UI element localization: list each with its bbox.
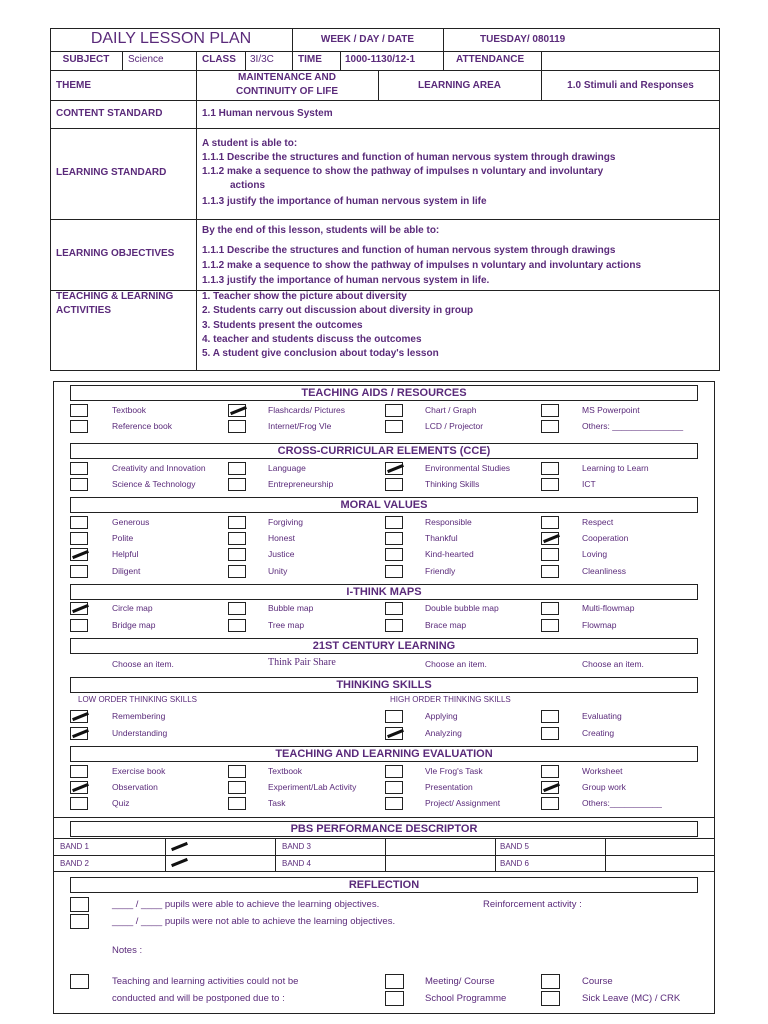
- checkbox[interactable]: [541, 991, 560, 1006]
- postpone-option: School Programme: [425, 993, 507, 1004]
- moral-item: Honest: [268, 533, 295, 543]
- postpone-option: Course: [582, 976, 613, 987]
- checkbox-checked[interactable]: [70, 602, 88, 615]
- theme-value-2: CONTINUITY OF LIFE: [235, 86, 339, 97]
- checkbox-checked[interactable]: [541, 532, 559, 545]
- c21-select[interactable]: Choose an item.: [582, 659, 644, 669]
- time-value: 1000-1130/12-1: [345, 54, 416, 65]
- learning-area-value: 1.0 Stimuli and Responses: [567, 80, 694, 91]
- checkbox[interactable]: [228, 548, 246, 561]
- checkbox[interactable]: [70, 565, 88, 578]
- checkbox[interactable]: [385, 420, 403, 433]
- reflection-not-achieved: ____ / ____ pupils were not able to achieve the learning objectives.: [112, 916, 396, 927]
- objective-line: 1.1.2 make a sequence to show the pathway of impulses n voluntary and involuntary actions: [202, 260, 642, 271]
- eval-item: Observation: [112, 782, 158, 792]
- checkbox[interactable]: [70, 420, 88, 433]
- checkbox[interactable]: [541, 462, 559, 475]
- checkbox[interactable]: [70, 532, 88, 545]
- checkbox[interactable]: [541, 710, 559, 723]
- activity-line: 3. Students present the outcomes: [202, 320, 363, 331]
- checkbox[interactable]: [70, 914, 89, 929]
- band-label: BAND 2: [60, 859, 89, 868]
- band-label: BAND 5: [500, 842, 529, 851]
- subject-value: Science: [128, 54, 164, 65]
- postpone-option: Meeting/ Course: [425, 976, 495, 987]
- checkbox[interactable]: [70, 765, 88, 778]
- aid-internet: Internet/Frog Vle: [268, 421, 332, 431]
- moral-item: Kind-hearted: [425, 549, 474, 559]
- checkbox[interactable]: [385, 765, 403, 778]
- checkbox[interactable]: [70, 897, 89, 912]
- checkbox[interactable]: [385, 478, 403, 491]
- aid-reference: Reference book: [112, 421, 173, 431]
- learning-standard-line: actions: [230, 180, 266, 191]
- checkbox[interactable]: [541, 548, 559, 561]
- checkbox[interactable]: [541, 516, 559, 529]
- map-item: Tree map: [268, 620, 305, 630]
- section-cce: CROSS-CURRICULAR ELEMENTS (CCE): [70, 443, 698, 459]
- checkbox[interactable]: [385, 516, 403, 529]
- band-label: BAND 6: [500, 859, 529, 868]
- class-label: CLASS: [202, 54, 236, 65]
- activity-line: 4. teacher and students discuss the outcomes: [202, 334, 422, 345]
- activity-line: 2. Students carry out discussion about diversity in group: [202, 305, 474, 316]
- c21-select[interactable]: Choose an item.: [112, 659, 174, 669]
- checkbox[interactable]: [70, 619, 88, 632]
- checkbox[interactable]: [228, 602, 246, 615]
- subject-label: SUBJECT: [62, 54, 110, 65]
- section-pbs: PBS PERFORMANCE DESCRIPTOR: [70, 821, 698, 837]
- checkbox[interactable]: [385, 404, 403, 417]
- aid-lcd: LCD / Projector: [425, 421, 484, 431]
- checkbox[interactable]: [228, 478, 246, 491]
- postpone-text: conducted and will be postponed due to :: [112, 993, 285, 1004]
- eval-item: Presentation: [425, 782, 473, 792]
- checkbox-checked[interactable]: [385, 727, 403, 740]
- moral-item: Forgiving: [268, 517, 303, 527]
- eval-item: Others:___________: [582, 798, 662, 808]
- time-label: TIME: [298, 54, 322, 65]
- map-item: Multi-flowmap: [582, 603, 635, 613]
- objective-line: 1.1.1 Describe the structures and function of human nervous system through drawings: [202, 245, 616, 256]
- aid-textbook: Textbook: [112, 405, 147, 415]
- checkbox[interactable]: [541, 602, 559, 615]
- checkbox[interactable]: [385, 602, 403, 615]
- moral-item: Respect: [582, 517, 614, 527]
- map-item: Brace map: [425, 620, 467, 630]
- high-order-label: HIGH ORDER THINKING SKILLS: [390, 695, 511, 704]
- checkbox[interactable]: [385, 974, 404, 989]
- band-label: BAND 1: [60, 842, 89, 851]
- objective-line: 1.1.3 justify the importance of human nervous system in life.: [202, 275, 490, 286]
- eval-item: Quiz: [112, 798, 130, 808]
- checkbox[interactable]: [385, 797, 403, 810]
- skill-item: Applying: [425, 711, 458, 721]
- page-title: DAILY LESSON PLAN: [90, 30, 252, 47]
- checkbox[interactable]: [228, 532, 246, 545]
- reinforcement-label: Reinforcement activity :: [483, 899, 582, 910]
- checkbox[interactable]: [541, 565, 559, 578]
- checkbox-checked[interactable]: [228, 404, 246, 417]
- eval-item: Textbook: [268, 766, 303, 776]
- checkbox[interactable]: [541, 420, 559, 433]
- learning-standard-label: LEARNING STANDARD: [56, 167, 167, 178]
- c21-select[interactable]: Think Pair Share: [268, 657, 336, 668]
- checkbox[interactable]: [541, 404, 559, 417]
- section-thinking-skills: THINKING SKILLS: [70, 677, 698, 693]
- checkbox[interactable]: [70, 462, 88, 475]
- aid-others: Others: _______________: [582, 421, 684, 431]
- eval-item: Task: [268, 798, 286, 808]
- moral-item: Thankful: [425, 533, 458, 543]
- checkbox[interactable]: [541, 478, 559, 491]
- section-moral-values: MORAL VALUES: [70, 497, 698, 513]
- skill-item: Analyzing: [425, 728, 462, 738]
- band-check[interactable]: [170, 841, 188, 853]
- checkbox[interactable]: [541, 727, 559, 740]
- moral-item: Justice: [268, 549, 295, 559]
- checkbox[interactable]: [385, 781, 403, 794]
- checkbox[interactable]: [385, 532, 403, 545]
- skill-item: Creating: [582, 728, 615, 738]
- checkbox[interactable]: [541, 619, 559, 632]
- moral-item: Unity: [268, 566, 288, 576]
- moral-item: Loving: [582, 549, 608, 559]
- moral-item: Polite: [112, 533, 134, 543]
- cce-creativity: Creativity and Innovation: [112, 463, 206, 473]
- cce-entrepreneurship: Entrepreneurship: [268, 479, 334, 489]
- theme-label: THEME: [56, 80, 91, 91]
- learning-objectives-label: LEARNING OBJECTIVES: [56, 248, 175, 259]
- eval-item: Experiment/Lab Activity: [268, 782, 357, 792]
- class-value: 3I/3C: [250, 54, 274, 65]
- cce-science: Science & Technology: [112, 479, 196, 489]
- learning-standard-line: 1.1.3 justify the importance of human nervous system in life: [202, 196, 487, 207]
- date-value: TUESDAY/ 080119: [480, 34, 566, 45]
- checkbox[interactable]: [541, 765, 559, 778]
- checkbox-checked[interactable]: [70, 710, 88, 723]
- checkbox[interactable]: [228, 565, 246, 578]
- moral-item: Cleanliness: [582, 566, 626, 576]
- checkbox[interactable]: [70, 404, 88, 417]
- checkbox[interactable]: [385, 710, 403, 723]
- checkbox[interactable]: [228, 516, 246, 529]
- activities-label: ACTIVITIES: [56, 305, 112, 316]
- skill-item: Understanding: [112, 728, 168, 738]
- checkbox[interactable]: [385, 548, 403, 561]
- section-21st-century: 21ST CENTURY LEARNING: [70, 638, 698, 654]
- band-label: BAND 3: [282, 842, 311, 851]
- checkbox[interactable]: [70, 478, 88, 491]
- week-label: WEEK / DAY / DATE: [320, 34, 415, 45]
- checkbox-checked[interactable]: [70, 781, 88, 794]
- eval-item: Vle Frog's Task: [425, 766, 483, 776]
- skill-item: Evaluating: [582, 711, 622, 721]
- checkbox[interactable]: [228, 619, 246, 632]
- aid-flashcards: Flashcards/ Pictures: [268, 405, 345, 415]
- section-reflection: REFLECTION: [70, 877, 698, 893]
- aid-chart: Chart / Graph: [425, 405, 477, 415]
- aid-powerpoint: MS Powerpoint: [582, 405, 640, 415]
- learning-standard-line: 1.1.2 make a sequence to show the pathway of impulses n voluntary and involuntary: [202, 166, 604, 177]
- content-standard-label: CONTENT STANDARD: [56, 108, 163, 119]
- activity-line: 5. A student give conclusion about today's lesson: [202, 348, 439, 359]
- eval-item: Exercise book: [112, 766, 166, 776]
- low-order-label: LOW ORDER THINKING SKILLS: [78, 695, 197, 704]
- checkbox-checked[interactable]: [70, 727, 88, 740]
- cce-environmental: Environmental Studies: [425, 463, 511, 473]
- checkbox[interactable]: [228, 420, 246, 433]
- checkbox[interactable]: [385, 991, 404, 1006]
- eval-item: Project/ Assignment: [425, 798, 501, 808]
- map-item: Bubble map: [268, 603, 314, 613]
- checkbox[interactable]: [228, 781, 246, 794]
- learning-standard-line: 1.1.1 Describe the structures and function of human nervous system through drawings: [202, 152, 616, 163]
- checkbox[interactable]: [228, 462, 246, 475]
- section-ithink-maps: I-THINK MAPS: [70, 584, 698, 600]
- map-item: Circle map: [112, 603, 153, 613]
- checkbox[interactable]: [385, 619, 403, 632]
- checkbox-checked[interactable]: [70, 548, 88, 561]
- moral-item: Helpful: [112, 549, 139, 559]
- section-evaluation: TEACHING AND LEARNING EVALUATION: [70, 746, 698, 762]
- theme-value-1: MAINTENANCE AND: [238, 72, 336, 83]
- moral-item: Responsible: [425, 517, 472, 527]
- moral-item: Generous: [112, 517, 150, 527]
- learning-standard-line: A student is able to:: [202, 138, 298, 149]
- activities-label: TEACHING & LEARNING: [56, 291, 174, 302]
- cce-language: Language: [268, 463, 306, 473]
- checkbox-checked[interactable]: [385, 462, 403, 475]
- band-label: BAND 4: [282, 859, 311, 868]
- c21-select[interactable]: Choose an item.: [425, 659, 487, 669]
- moral-item: Friendly: [425, 566, 456, 576]
- cce-thinking: Thinking Skills: [425, 479, 480, 489]
- learning-area-label: LEARNING AREA: [418, 80, 501, 91]
- eval-item: Worksheet: [582, 766, 623, 776]
- attendance-label: ATTENDANCE: [456, 54, 525, 65]
- postpone-text: Teaching and learning activities could not be: [112, 976, 299, 987]
- checkbox[interactable]: [228, 797, 246, 810]
- checkbox[interactable]: [385, 565, 403, 578]
- band-check[interactable]: [170, 857, 188, 869]
- map-item: Bridge map: [112, 620, 156, 630]
- section-teaching-aids: TEACHING AIDS / RESOURCES: [70, 385, 698, 401]
- content-standard-value: 1.1 Human nervous System: [202, 108, 333, 119]
- checkbox[interactable]: [70, 974, 89, 989]
- checkbox[interactable]: [541, 974, 560, 989]
- eval-item: Group work: [582, 782, 626, 792]
- notes-label: Notes :: [112, 945, 143, 956]
- checkbox[interactable]: [228, 765, 246, 778]
- reflection-achieved: ____ / ____ pupils were able to achieve the learning objectives.: [112, 899, 380, 910]
- checkbox[interactable]: [541, 797, 559, 810]
- map-item: Double bubble map: [425, 603, 499, 613]
- cce-ict: ICT: [582, 479, 596, 489]
- postpone-option: Sick Leave (MC) / CRK: [582, 993, 681, 1004]
- skill-item: Remembering: [112, 711, 166, 721]
- checkbox-checked[interactable]: [541, 781, 559, 794]
- map-item: Flowmap: [582, 620, 617, 630]
- moral-item: Cooperation: [582, 533, 629, 543]
- objective-line: By the end of this lesson, students will be able to:: [202, 225, 440, 236]
- cce-learning: Learning to Learn: [582, 463, 649, 473]
- moral-item: Diligent: [112, 566, 141, 576]
- checkbox[interactable]: [70, 516, 88, 529]
- activity-line: 1. Teacher show the picture about diversity: [202, 291, 407, 302]
- checkbox[interactable]: [70, 797, 88, 810]
